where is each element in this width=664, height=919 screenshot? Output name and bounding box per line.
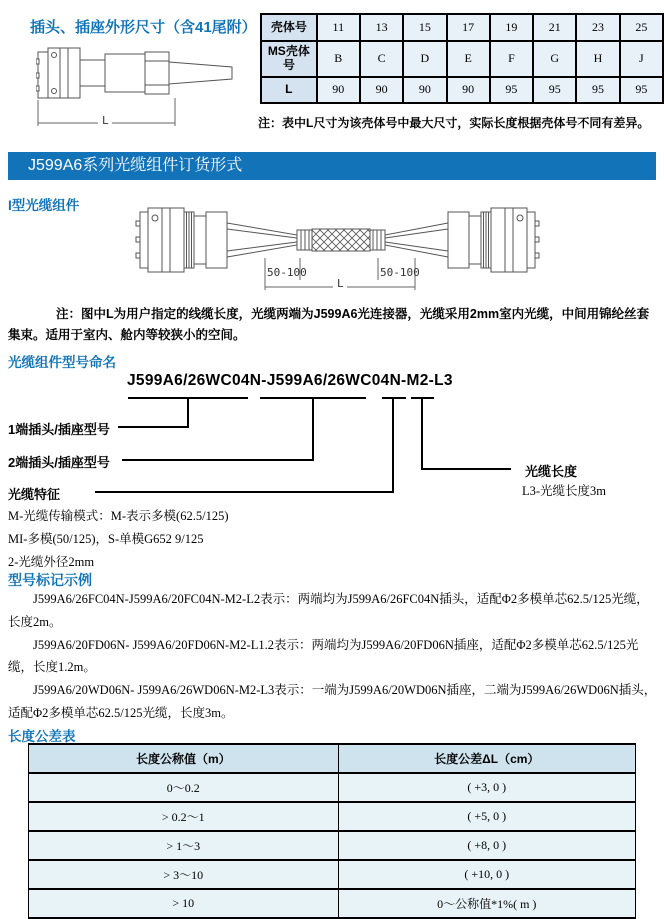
length-cell: 90 — [317, 77, 360, 103]
shell-no-cell: 19 — [490, 14, 533, 41]
example-item: J599A6/26FC04N-J599A6/20FC04N-M2-L2表示：两端均为J599A6/26FC04N插头，适配Φ2多模单芯62.5/125光缆，长度2m。 — [8, 592, 649, 629]
ms-code-cell: H — [576, 41, 619, 77]
plug-dimension-title: 插头、插座外形尺寸（含41尾附） — [30, 19, 257, 36]
shell-no-cell: 11 — [317, 14, 360, 41]
ms-code-cell: F — [490, 41, 533, 77]
length-cell: 90 — [360, 77, 403, 103]
length-cell: 90 — [447, 77, 490, 103]
cable-assembly-drawing — [120, 198, 550, 300]
nominal-cell: 0～0.2 — [29, 773, 339, 802]
length-tolerance-table — [28, 743, 636, 919]
naming-section-title: 光缆组件型号命名 — [8, 355, 116, 370]
label-length: 光缆长度 — [525, 464, 578, 479]
cable-feature-lines — [8, 505, 228, 574]
shell-no-cell: 13 — [360, 14, 403, 41]
connector-dim-L-label: L — [102, 114, 109, 127]
ms-code-cell: C — [360, 41, 403, 77]
cable-assembly-note: 注：图中L为用户指定的线缆长度，光缆两端为J599A6光连接器，光缆采用2mm室内光缆，中间用锦纶丝套集束。适用于室内、舱内等较狭小的空间。 — [8, 307, 650, 342]
tolerance-cell: 0～公称值*1%( m ) — [338, 889, 635, 918]
table-row — [29, 802, 636, 831]
nominal-cell: > 10 — [29, 889, 339, 918]
length-cell: 95 — [490, 77, 533, 103]
table-row — [261, 41, 663, 77]
tolerance-cell: ( +10, 0 ) — [338, 860, 635, 889]
examples-block — [8, 588, 660, 725]
part-number: J599A6/26WC04N-J599A6/26WC04N-M2-L3 — [127, 372, 453, 389]
table-row — [29, 860, 636, 889]
right-connector — [448, 208, 539, 272]
tolerance-cell: ( +8, 0 ) — [338, 831, 635, 860]
table-row — [261, 14, 663, 41]
tolerance-col-header-delta: 长度公差ΔL（cm） — [338, 744, 635, 773]
underline-feature — [382, 397, 406, 399]
table-row — [261, 77, 663, 103]
shell-no-cell: 23 — [576, 14, 619, 41]
connector-body — [36, 48, 232, 98]
dim-total-label: L — [337, 277, 344, 290]
length-cell: 90 — [403, 77, 446, 103]
type1-assembly-label: I型光缆组件 — [8, 198, 80, 213]
callout-line-end2 — [122, 459, 314, 461]
shell-size-table — [260, 13, 664, 104]
nominal-cell: > 1～3 — [29, 831, 339, 860]
table-header-row — [29, 744, 636, 773]
leader-feature — [392, 397, 394, 493]
tolerance-col-header-nominal: 长度公称值（m） — [29, 744, 339, 773]
connector-outline-drawing — [36, 40, 248, 130]
nominal-cell: > 0.2～1 — [29, 802, 339, 831]
part-number-diagram — [0, 370, 664, 508]
shell-no-header: 壳体号 — [261, 14, 317, 41]
shell-no-cell: 21 — [533, 14, 576, 41]
length-header: L — [261, 77, 317, 103]
tolerance-cell: ( +3, 0 ) — [338, 773, 635, 802]
tolerance-section-title: 长度公差表 — [8, 729, 76, 744]
dim-left-label: 50-100 — [267, 266, 307, 279]
section-banner: J599A6系列光缆组件订货形式 — [8, 152, 656, 180]
length-cell: 95 — [533, 77, 576, 103]
dim-right-label: 50-100 — [380, 266, 420, 279]
feature-line: MI-多模(50/125)，S-单模G652 9/125 — [8, 532, 204, 546]
braided-cable — [312, 229, 370, 251]
ms-code-cell: E — [447, 41, 490, 77]
table-row — [29, 773, 636, 802]
label-length-desc: L3-光缆长度3m — [522, 484, 607, 498]
ms-shell-header: MS壳体号 — [261, 41, 317, 77]
left-connector — [136, 208, 227, 272]
callout-line-end1 — [118, 426, 189, 428]
ms-code-cell: D — [403, 41, 446, 77]
length-cell: 95 — [576, 77, 619, 103]
ms-code-cell: G — [533, 41, 576, 77]
leader-end1 — [187, 397, 189, 428]
label-end2: 2端插头/插座型号 — [8, 455, 110, 470]
table-row — [29, 889, 636, 918]
table-row — [29, 831, 636, 860]
shell-table-note: 注：表中L尺寸为该壳体号中最大尺寸，实际长度根据壳体号不同有差异。 — [258, 116, 650, 130]
feature-line: M-光缆传输模式：M-表示多模(62.5/125) — [8, 509, 229, 523]
right-boot — [370, 223, 448, 257]
tolerance-cell: ( +5, 0 ) — [338, 802, 635, 831]
examples-section-title: 型号标记示例 — [8, 572, 92, 588]
leader-length — [421, 397, 423, 470]
label-end1: 1端插头/插座型号 — [8, 422, 110, 437]
connector-length-dimension — [38, 98, 175, 127]
example-item: J599A6/20WD06N- J599A6/26WD06N-M2-L3表示：一端为J599A6/20WD06N插座，二端为J599A6/26WD06N插头，适配Φ2多模单芯62.5/125光缆，长度3m。 — [8, 683, 657, 720]
leader-end2 — [312, 397, 314, 461]
nominal-cell: > 3～10 — [29, 860, 339, 889]
feature-line: 2-光缆外径2mm — [8, 555, 95, 569]
shell-no-cell: 17 — [447, 14, 490, 41]
shell-no-cell: 25 — [620, 14, 663, 41]
ms-code-cell: J — [620, 41, 663, 77]
label-feature: 光缆特征 — [8, 487, 61, 502]
shell-no-cell: 15 — [403, 14, 446, 41]
example-item: J599A6/20FD06N- J599A6/20FD06N-M2-L1.2表示：两端均为J599A6/20FD06N插座，适配Φ2多模单芯62.5/125光缆，长度1.2m。 — [8, 637, 639, 675]
ms-code-cell: B — [317, 41, 360, 77]
left-boot — [227, 223, 312, 257]
callout-line-length — [421, 468, 511, 470]
cable-dimensions — [265, 258, 420, 290]
callout-line-feature — [95, 491, 394, 493]
length-cell: 95 — [620, 77, 663, 103]
